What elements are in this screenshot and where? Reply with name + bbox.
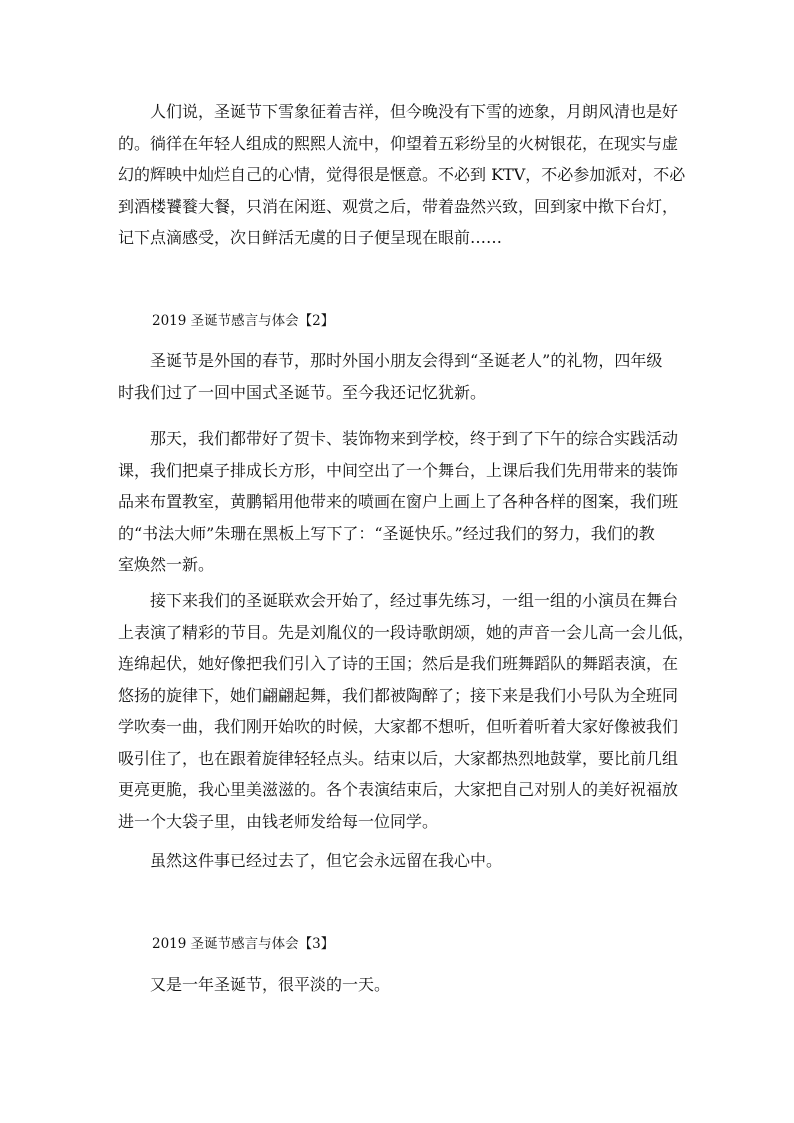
text-line: 室焕然一新。 bbox=[118, 555, 215, 574]
text-line: 的。徜徉在年轻人组成的熙熙人流中，仰望着五彩纷呈的火树银花，在现实与虚 bbox=[118, 133, 679, 153]
text-line: 更亮更脆，我心里美滋滋的。各个表演结束后，大家把自己对别人的美好祝福放 bbox=[118, 780, 679, 799]
section-heading-2: 2019 圣诞节感言与体会【2】 bbox=[152, 313, 335, 329]
text-line: 悠扬的旋律下，她们翩翩起舞，我们都被陶醉了；接下来是我们小号队为全班同 bbox=[118, 685, 679, 705]
text-line: 人们说，圣诞节下雪象征着吉祥，但今晚没有下雪的迹象，月朗风清也是好 bbox=[150, 102, 679, 121]
text-line: 接下来我们的圣诞联欢会开始了，经过事先练习，一组一组的小演员在舞台 bbox=[150, 591, 679, 610]
text-line: 连绵起伏，她好像把我们引入了诗的王国；然后是我们班舞蹈队的舞蹈表演，在 bbox=[118, 654, 679, 673]
section-heading-3: 2019 圣诞节感言与体会【3】 bbox=[152, 936, 335, 952]
text-line: 上表演了精彩的节目。先是刘胤仪的一段诗歌朗颂，她的声音一会儿高一会儿低， bbox=[118, 622, 695, 642]
paragraph-s3-1 bbox=[118, 969, 678, 1001]
text-line: 课，我们把桌子排成长方形，中间空出了一个舞台，上课后我们先用带来的装饰 bbox=[118, 460, 679, 480]
text-line: 圣诞节是外国的春节，那时外国小朋友会得到“圣诞老人”的礼物，四年级 bbox=[150, 351, 663, 370]
text-line: 那天，我们都带好了贺卡、装饰物来到学校，终于到了下午的综合实践活动 bbox=[150, 429, 679, 448]
paragraph-s2-3 bbox=[118, 585, 695, 837]
text-line: 记下点滴感受，次日鲜活无虞的日子便呈现在眼前…… bbox=[118, 228, 503, 247]
text-line: 幻的辉映中灿烂自己的心情，觉得很是惬意。不必到 KTV，不必参加派对，不必 bbox=[118, 165, 686, 184]
paragraph-s2-1 bbox=[118, 345, 678, 408]
text-line: 品来布置教室，黄鹏韬用他带来的喷画在窗户上画上了各种各样的图案，我们班 bbox=[118, 492, 679, 511]
paragraph-s2-2 bbox=[118, 423, 678, 581]
paragraph-s2-4 bbox=[118, 845, 678, 877]
text-line: 虽然这件事已经过去了，但它会永远留在我心中。 bbox=[150, 851, 503, 870]
text-line: 的“书法大师”朱珊在黑板上写下了：“圣诞快乐。”经过我们的努力，我们的教 bbox=[118, 523, 655, 543]
text-line: 学吹奏一曲，我们刚开始吹的时候，大家都不想听，但听着听着大家好像被我们 bbox=[118, 717, 679, 736]
text-line: 吸引住了，也在跟着旋律轻轻点头。结束以后，大家都热烈地鼓掌，要比前几组 bbox=[118, 748, 679, 768]
paragraph-intro bbox=[118, 96, 686, 254]
text-line: 又是一年圣诞节，很平淡的一天。 bbox=[150, 975, 391, 994]
text-line: 时我们过了一回中国式圣诞节。至今我还记忆犹新。 bbox=[118, 382, 487, 402]
text-line: 到酒楼饕餮大餐，只消在闲逛、观赏之后，带着盎然兴致，回到家中揿下台灯， bbox=[118, 196, 679, 216]
text-line: 进一个大袋子里，由钱老师发给每一位同学。 bbox=[118, 811, 439, 831]
